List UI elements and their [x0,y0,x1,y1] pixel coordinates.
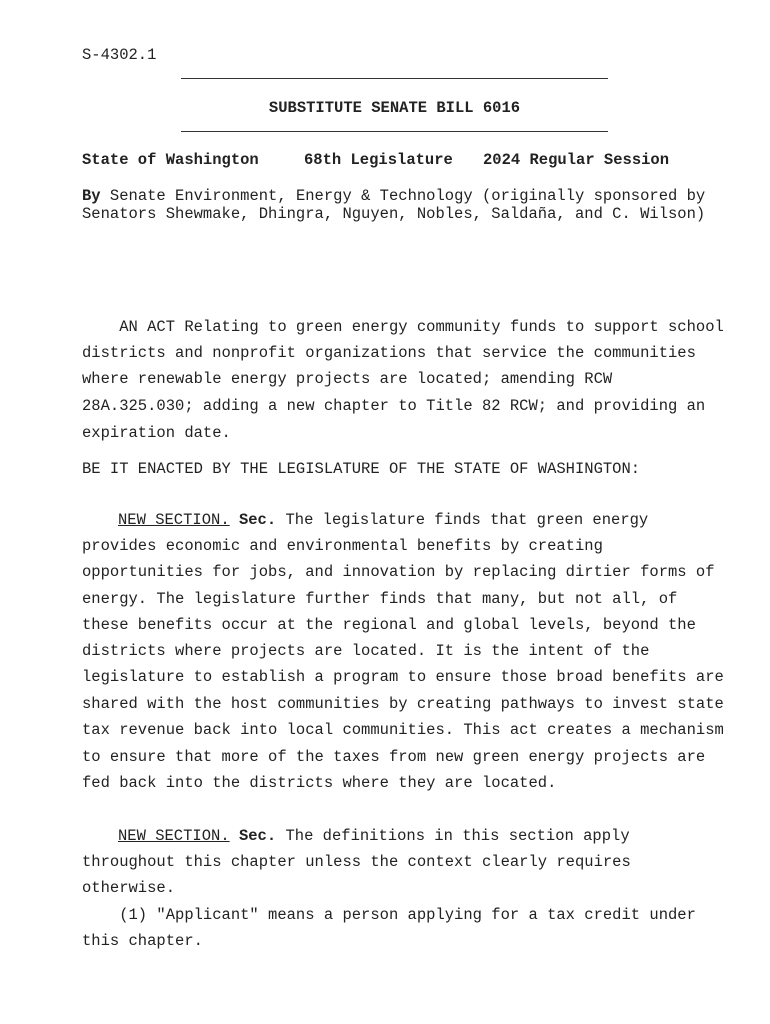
new-section-label: NEW SECTION. [118,827,230,845]
section-1-line: tax revenue back into local communities. This act creates a mechanism [82,721,724,739]
act-line: districts and nonprofit organizations that service the communities [82,344,696,362]
act-line: 28A.325.030; adding a new chapter to Title 82 RCW; and providing an [82,397,706,415]
section-1-line: legislature to establish a program to ensure those broad benefits are [82,668,724,686]
section-1-line: fed back into the districts where they are located. [82,774,557,792]
act-line: expiration date. [82,424,231,442]
section-1-heading [118,511,648,529]
sponsor-text-1: Senate Environment, Energy & Technology (originally sponsored by [109,187,706,205]
section-2-line: otherwise. [82,879,176,897]
section-2-line: (1) "Applicant" means a person applying for a tax credit under [82,906,696,924]
sponsor-line-2: Senators Shewmake, Dhingra, Nguyen, Nobles, Saldaña, and C. Wilson) [82,205,706,223]
section-1-line: districts where projects are located. It is the intent of the [82,642,650,660]
state-label: State of Washington [82,151,259,169]
section-1-line: to ensure that more of the taxes from new green energy projects are [82,748,706,766]
act-line: AN ACT Relating to green energy community funds to support school [82,318,724,336]
section-2-line: throughout this chapter unless the context clearly requires [82,853,631,871]
session-label: 2024 Regular Session [483,151,670,169]
bill-code: S-4302.1 [82,46,157,64]
section-1-line: energy. The legislature further finds that many, but not all, of [82,590,678,608]
section-1-line: shared with the host communities by creating pathways to invest state [82,695,724,713]
section-1-line: provides economic and environmental benefits by creating [82,537,603,555]
sponsor-line-1 [82,187,705,205]
sec-label: Sec. [238,827,277,845]
section-1-line: opportunities for jobs, and innovation by replacing dirtier forms of [82,563,715,581]
section-2-heading [118,827,630,845]
section-2-first-line: The definitions in this section apply [285,827,630,845]
title-rule-top [181,78,608,79]
act-line: where renewable energy projects are located; amending RCW [82,370,613,388]
bill-title: SUBSTITUTE SENATE BILL 6016 [268,99,521,117]
sec-label: Sec. [238,511,277,529]
title-rule-bottom [181,131,608,132]
sponsor-prefix: By [82,187,101,205]
section-1-first-line: The legislature finds that green energy [285,511,649,529]
enacting-clause: BE IT ENACTED BY THE LEGISLATURE OF THE STATE OF WASHINGTON: [82,460,641,478]
new-section-label: NEW SECTION. [118,511,230,529]
section-1-line: these benefits occur at the regional and global levels, beyond the [82,616,696,634]
legislature-label: 68th Legislature [304,151,453,169]
section-2-line: this chapter. [82,932,203,950]
